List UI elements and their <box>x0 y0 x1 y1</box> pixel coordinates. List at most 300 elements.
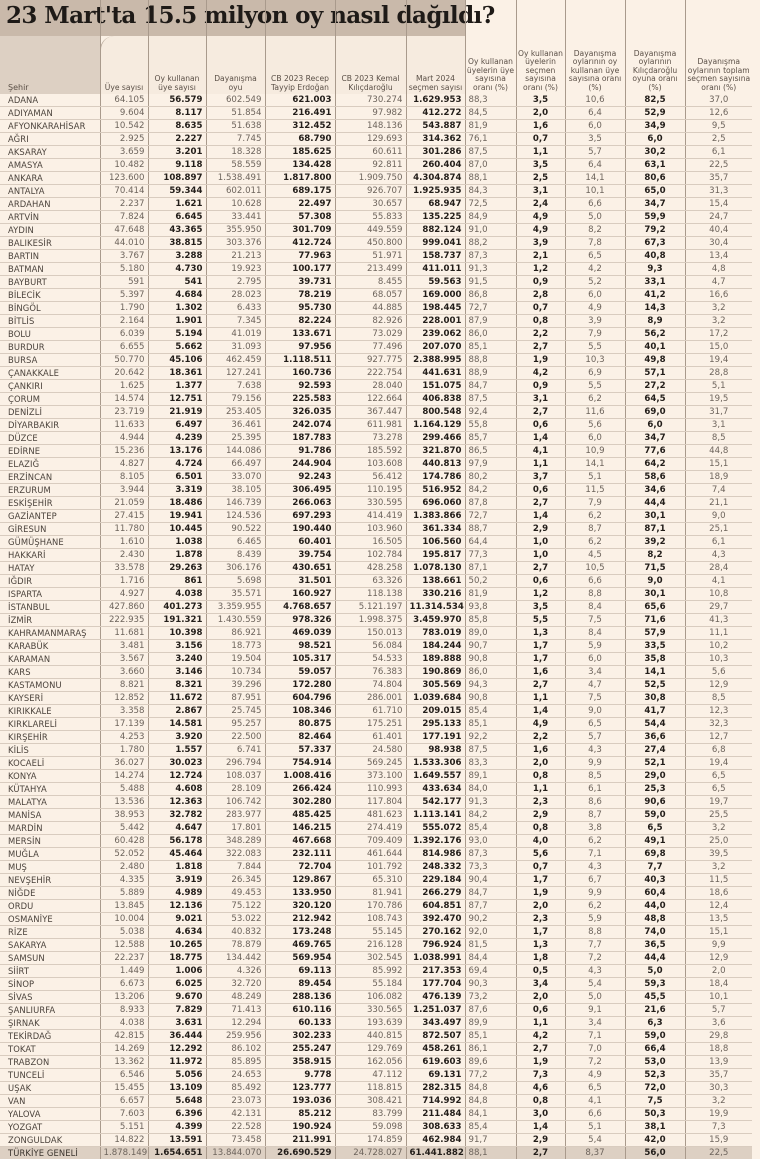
cell-voting-members: 36.444 <box>148 1030 206 1043</box>
cell-city: ORDU <box>0 900 100 913</box>
cell-solidarity-votes: 39.296 <box>206 679 265 692</box>
table-row <box>0 120 752 133</box>
cell-city: ANTALYA <box>0 185 100 198</box>
cell-voters-2024: 542.177 <box>406 796 465 809</box>
cell-kilicdaroglu-2023: 102.784 <box>335 549 406 562</box>
cell-ratio-kilicdaroglu: 44,0 <box>625 900 685 913</box>
cell-ratio-kilicdaroglu: 5,0 <box>625 965 685 978</box>
cell-ratio-kilicdaroglu: 7,5 <box>625 1095 685 1108</box>
table-row <box>0 250 752 263</box>
cell-ratio-members: 90,2 <box>465 913 516 926</box>
cell-city: RİZE <box>0 926 100 939</box>
cell-ratio-total-voters: 6,5 <box>685 783 752 796</box>
table-row <box>0 1082 752 1095</box>
cell-voting-members: 9.670 <box>148 991 206 1004</box>
cell-ratio-voters: 0,7 <box>516 133 565 146</box>
cell-erdogan-2023: 123.777 <box>265 1082 335 1095</box>
cell-ratio-members: 85,1 <box>465 1030 516 1043</box>
cell-kilicdaroglu-2023: 77.496 <box>335 341 406 354</box>
total-row <box>0 1147 752 1159</box>
cell-city: ZONGULDAK <box>0 1134 100 1147</box>
cell-ratio-solidarity-members: 6,2 <box>565 900 625 913</box>
table-row <box>0 159 752 172</box>
cell-voters-2024: 1.629.953 <box>406 94 465 107</box>
cell-ratio-kilicdaroglu: 36,6 <box>625 731 685 744</box>
cell-ratio-members: 72,7 <box>465 302 516 315</box>
cell-solidarity-votes: 51.638 <box>206 120 265 133</box>
cell-ratio-total-voters: 10,3 <box>685 653 752 666</box>
cell-solidarity-votes: 79.156 <box>206 393 265 406</box>
cell-city: GİRESUN <box>0 523 100 536</box>
cell-kilicdaroglu-2023: 330.595 <box>335 497 406 510</box>
cell-solidarity-votes: 253.405 <box>206 406 265 419</box>
cell-members: 5.889 <box>100 887 148 900</box>
cell-ratio-total-voters: 37,0 <box>685 94 752 107</box>
cell-city: ŞIRNAK <box>0 1017 100 1030</box>
cell-erdogan-2023: 469.765 <box>265 939 335 952</box>
cell-erdogan-2023: 57.308 <box>265 211 335 224</box>
cell-members: 2.237 <box>100 198 148 211</box>
cell-ratio-solidarity-members: 10,9 <box>565 445 625 458</box>
cell-members: 14.822 <box>100 1134 148 1147</box>
cell-ratio-members: 93,8 <box>465 601 516 614</box>
cell-ratio-voters: 4,1 <box>516 445 565 458</box>
cell-city: AFYONKARAHİSAR <box>0 120 100 133</box>
cell-members: 11.780 <box>100 523 148 536</box>
cell-ratio-solidarity-members: 3,4 <box>565 666 625 679</box>
cell-erdogan-2023: 689.175 <box>265 185 335 198</box>
cell-kilicdaroglu-2023: 1.909.750 <box>335 172 406 185</box>
cell-city: TOKAT <box>0 1043 100 1056</box>
cell-ratio-kilicdaroglu: 33,1 <box>625 276 685 289</box>
cell-members: 3.659 <box>100 146 148 159</box>
cell-ratio-solidarity-members: 4,9 <box>565 302 625 315</box>
cell-erdogan-2023: 1.817.800 <box>265 172 335 185</box>
cell-voters-2024: 169.000 <box>406 289 465 302</box>
cell-ratio-solidarity-members: 6,6 <box>565 1108 625 1121</box>
cell-ratio-voters: 1,0 <box>516 536 565 549</box>
cell-members: 21.059 <box>100 497 148 510</box>
cell-city: OSMANİYE <box>0 913 100 926</box>
cell-voting-members: 32.782 <box>148 809 206 822</box>
cell-voting-members: 3.146 <box>148 666 206 679</box>
cell-voters-2024: 314.362 <box>406 133 465 146</box>
cell-voting-members: 18.361 <box>148 367 206 380</box>
cell-ratio-total-voters: 22,5 <box>685 1147 752 1159</box>
cell-voting-members: 13.176 <box>148 445 206 458</box>
cell-kilicdaroglu-2023: 60.611 <box>335 146 406 159</box>
cell-voters-2024: 217.353 <box>406 965 465 978</box>
cell-ratio-solidarity-members: 7,9 <box>565 497 625 510</box>
cell-erdogan-2023: 98.521 <box>265 640 335 653</box>
cell-erdogan-2023: 288.136 <box>265 991 335 1004</box>
cell-kilicdaroglu-2023: 5.121.197 <box>335 601 406 614</box>
cell-city: ADIYAMAN <box>0 107 100 120</box>
cell-kilicdaroglu-2023: 68.057 <box>335 289 406 302</box>
cell-voters-2024: 330.216 <box>406 588 465 601</box>
cell-solidarity-votes: 7.745 <box>206 133 265 146</box>
cell-solidarity-votes: 33.441 <box>206 211 265 224</box>
cell-voters-2024: 177.191 <box>406 731 465 744</box>
cell-ratio-solidarity-members: 7,5 <box>565 614 625 627</box>
cell-ratio-voters: 2,0 <box>516 991 565 1004</box>
cell-kilicdaroglu-2023: 122.664 <box>335 393 406 406</box>
cell-voters-2024: 270.162 <box>406 926 465 939</box>
cell-members: 5.180 <box>100 263 148 276</box>
cell-kilicdaroglu-2023: 569.245 <box>335 757 406 770</box>
cell-voters-2024: 476.139 <box>406 991 465 1004</box>
cell-ratio-total-voters: 18,9 <box>685 471 752 484</box>
cell-ratio-total-voters: 35,7 <box>685 1069 752 1082</box>
cell-kilicdaroglu-2023: 150.013 <box>335 627 406 640</box>
cell-ratio-total-voters: 2,5 <box>685 133 752 146</box>
cell-ratio-total-voters: 35,7 <box>685 172 752 185</box>
cell-voters-2024: 1.925.935 <box>406 185 465 198</box>
cell-kilicdaroglu-2023: 193.639 <box>335 1017 406 1030</box>
cell-city: GAZİANTEP <box>0 510 100 523</box>
cell-kilicdaroglu-2023: 110.195 <box>335 484 406 497</box>
cell-solidarity-votes: 5.698 <box>206 575 265 588</box>
cell-ratio-members: 88,8 <box>465 354 516 367</box>
cell-voting-members: 1.302 <box>148 302 206 315</box>
cell-kilicdaroglu-2023: 175.251 <box>335 718 406 731</box>
cell-ratio-voters: 0,5 <box>516 965 565 978</box>
cell-members: 2.480 <box>100 861 148 874</box>
cell-solidarity-votes: 7.345 <box>206 315 265 328</box>
cell-voting-members: 4.038 <box>148 588 206 601</box>
cell-ratio-kilicdaroglu: 87,1 <box>625 523 685 536</box>
cell-city: ESKİŞEHİR <box>0 497 100 510</box>
cell-voting-members: 9.118 <box>148 159 206 172</box>
cell-ratio-kilicdaroglu: 38,1 <box>625 1121 685 1134</box>
cell-members: 22.237 <box>100 952 148 965</box>
table-row <box>0 718 752 731</box>
cell-ratio-solidarity-members: 8,2 <box>565 224 625 237</box>
table-row <box>0 432 752 445</box>
cell-kilicdaroglu-2023: 174.859 <box>335 1134 406 1147</box>
table-row <box>0 614 752 627</box>
cell-erdogan-2023: 430.651 <box>265 562 335 575</box>
cell-ratio-voters: 1,4 <box>516 510 565 523</box>
cell-ratio-voters: 1,4 <box>516 705 565 718</box>
cell-ratio-members: 84,9 <box>465 211 516 224</box>
cell-ratio-voters: 1,4 <box>516 1121 565 1134</box>
cell-members: 38.953 <box>100 809 148 822</box>
cell-voters-2024: 411.011 <box>406 263 465 276</box>
cell-city: DİYARBAKIR <box>0 419 100 432</box>
cell-members: 4.827 <box>100 458 148 471</box>
cell-erdogan-2023: 469.039 <box>265 627 335 640</box>
cell-city: ELAZIĞ <box>0 458 100 471</box>
cell-ratio-voters: 0,6 <box>516 575 565 588</box>
cell-ratio-total-voters: 25,0 <box>685 835 752 848</box>
cell-kilicdaroglu-2023: 302.545 <box>335 952 406 965</box>
cell-voters-2024: 800.548 <box>406 406 465 419</box>
cell-kilicdaroglu-2023: 65.310 <box>335 874 406 887</box>
cell-ratio-solidarity-members: 6,0 <box>565 432 625 445</box>
cell-voting-members: 21.919 <box>148 406 206 419</box>
cell-voters-2024: 516.952 <box>406 484 465 497</box>
cell-ratio-total-voters: 19,9 <box>685 1108 752 1121</box>
table-row <box>0 705 752 718</box>
table-row <box>0 198 752 211</box>
cell-solidarity-votes: 71.413 <box>206 1004 265 1017</box>
cell-solidarity-votes: 48.249 <box>206 991 265 1004</box>
cell-kilicdaroglu-2023: 59.098 <box>335 1121 406 1134</box>
table-row <box>0 978 752 991</box>
cell-ratio-members: 83,3 <box>465 757 516 770</box>
cell-ratio-voters: 2,9 <box>516 523 565 536</box>
column-header-ratio-solidarity-members: Dayanışma oylarının oy kullanan üye sayısına oranı (%) <box>565 0 625 94</box>
cell-erdogan-2023: 60.133 <box>265 1017 335 1030</box>
cell-ratio-members: 85,1 <box>465 718 516 731</box>
table-row <box>0 744 752 757</box>
cell-ratio-voters: 4,9 <box>516 718 565 731</box>
cell-ratio-total-voters: 25,1 <box>685 523 752 536</box>
cell-erdogan-2023: 185.625 <box>265 146 335 159</box>
cell-solidarity-votes: 36.461 <box>206 419 265 432</box>
cell-erdogan-2023: 95.730 <box>265 302 335 315</box>
cell-ratio-voters: 4,2 <box>516 1030 565 1043</box>
cell-ratio-solidarity-members: 6,9 <box>565 367 625 380</box>
table-row <box>0 263 752 276</box>
cell-ratio-solidarity-members: 6,2 <box>565 393 625 406</box>
cell-ratio-solidarity-members: 10,3 <box>565 354 625 367</box>
cell-voting-members: 4.239 <box>148 432 206 445</box>
table-row <box>0 211 752 224</box>
cell-voters-2024: 412.272 <box>406 107 465 120</box>
cell-solidarity-votes: 22.500 <box>206 731 265 744</box>
cell-kilicdaroglu-2023: 103.608 <box>335 458 406 471</box>
cell-kilicdaroglu-2023: 97.982 <box>335 107 406 120</box>
table-row <box>0 731 752 744</box>
cell-voters-2024: 714.992 <box>406 1095 465 1108</box>
cell-city: ANKARA <box>0 172 100 185</box>
cell-solidarity-votes: 10.734 <box>206 666 265 679</box>
table-row <box>0 107 752 120</box>
cell-voting-members: 1.878 <box>148 549 206 562</box>
cell-city: SİİRT <box>0 965 100 978</box>
cell-kilicdaroglu-2023: 450.800 <box>335 237 406 250</box>
cell-ratio-members: 87,3 <box>465 848 516 861</box>
cell-voting-members: 10.445 <box>148 523 206 536</box>
cell-ratio-solidarity-members: 14,1 <box>565 172 625 185</box>
cell-members: 47.648 <box>100 224 148 237</box>
cell-erdogan-2023: 212.942 <box>265 913 335 926</box>
cell-voters-2024: 458.261 <box>406 1043 465 1056</box>
cell-solidarity-votes: 602.549 <box>206 94 265 107</box>
cell-voting-members: 56.178 <box>148 835 206 848</box>
cell-ratio-members: 90,3 <box>465 978 516 991</box>
cell-voting-members: 12.136 <box>148 900 206 913</box>
cell-members: 13.536 <box>100 796 148 809</box>
cell-voters-2024: 135.225 <box>406 211 465 224</box>
cell-ratio-voters: 1,6 <box>516 120 565 133</box>
table-row <box>0 835 752 848</box>
cell-ratio-kilicdaroglu: 60,4 <box>625 887 685 900</box>
table-row <box>0 575 752 588</box>
cell-members: 2.430 <box>100 549 148 562</box>
cell-city: DENİZLİ <box>0 406 100 419</box>
cell-ratio-kilicdaroglu: 21,6 <box>625 1004 685 1017</box>
cell-members: 2.925 <box>100 133 148 146</box>
cell-solidarity-votes: 4.326 <box>206 965 265 978</box>
cell-ratio-total-voters: 3,2 <box>685 1095 752 1108</box>
cell-ratio-kilicdaroglu: 6,5 <box>625 822 685 835</box>
cell-erdogan-2023: 358.915 <box>265 1056 335 1069</box>
table-row <box>0 1030 752 1043</box>
cell-city: BİLECİK <box>0 289 100 302</box>
cell-solidarity-votes: 33.070 <box>206 471 265 484</box>
cell-voters-2024: 211.484 <box>406 1108 465 1121</box>
cell-erdogan-2023: 9.778 <box>265 1069 335 1082</box>
cell-kilicdaroglu-2023: 44.885 <box>335 302 406 315</box>
cell-ratio-total-voters: 6,1 <box>685 536 752 549</box>
cell-ratio-kilicdaroglu: 25,3 <box>625 783 685 796</box>
cell-ratio-solidarity-members: 7,2 <box>565 1056 625 1069</box>
cell-ratio-members: 88,2 <box>465 237 516 250</box>
column-header-city: Şehir <box>0 0 100 94</box>
cell-solidarity-votes: 106.742 <box>206 796 265 809</box>
cell-ratio-members: 92,4 <box>465 406 516 419</box>
column-header-ratio-total-voters: Dayanışma oylarının toplam seçmen sayısına oranı (%) <box>685 0 752 94</box>
cell-ratio-kilicdaroglu: 45,5 <box>625 991 685 1004</box>
cell-solidarity-votes: 108.037 <box>206 770 265 783</box>
cell-kilicdaroglu-2023: 76.383 <box>335 666 406 679</box>
cell-voting-members: 4.989 <box>148 887 206 900</box>
table-row <box>0 900 752 913</box>
cell-ratio-kilicdaroglu: 77,6 <box>625 445 685 458</box>
cell-ratio-solidarity-members: 7,0 <box>565 1043 625 1056</box>
cell-ratio-members: 84,2 <box>465 484 516 497</box>
cell-members: 12.852 <box>100 692 148 705</box>
cell-ratio-total-voters: 11,5 <box>685 874 752 887</box>
cell-ratio-solidarity-members: 6,5 <box>565 250 625 263</box>
cell-ratio-total-voters: 10,8 <box>685 588 752 601</box>
cell-ratio-solidarity-members: 6,1 <box>565 783 625 796</box>
page-title: 23 Mart'ta 15.5 milyon oy nasıl dağıldı? <box>6 2 495 29</box>
cell-ratio-kilicdaroglu: 58,6 <box>625 471 685 484</box>
cell-city: ERZİNCAN <box>0 471 100 484</box>
cell-kilicdaroglu-2023: 926.707 <box>335 185 406 198</box>
cell-ratio-solidarity-members: 7,2 <box>565 952 625 965</box>
cell-members: 27.415 <box>100 510 148 523</box>
table-row <box>0 1095 752 1108</box>
cell-ratio-voters: 3,5 <box>516 159 565 172</box>
cell-ratio-kilicdaroglu: 59,0 <box>625 809 685 822</box>
cell-city: VAN <box>0 1095 100 1108</box>
cell-voters-2024: 174.786 <box>406 471 465 484</box>
cell-ratio-voters: 2,7 <box>516 1043 565 1056</box>
cell-solidarity-votes: 146.739 <box>206 497 265 510</box>
cell-erdogan-2023: 59.057 <box>265 666 335 679</box>
cell-city: TÜRKİYE GENELİ <box>0 1147 100 1159</box>
cell-ratio-total-voters: 6,1 <box>685 146 752 159</box>
cell-ratio-members: 92,2 <box>465 731 516 744</box>
cell-ratio-total-voters: 4,3 <box>685 549 752 562</box>
cell-ratio-total-voters: 16,6 <box>685 289 752 302</box>
cell-solidarity-votes: 41.019 <box>206 328 265 341</box>
cell-ratio-kilicdaroglu: 27,2 <box>625 380 685 393</box>
cell-voting-members: 1.818 <box>148 861 206 874</box>
cell-ratio-solidarity-members: 8,4 <box>565 601 625 614</box>
cell-ratio-voters: 1,0 <box>516 549 565 562</box>
table-row <box>0 1134 752 1147</box>
column-header-ratio-kilicdaroglu: Dayanışma oylarının Kılıçdaroğlu oyuna oranı (%) <box>625 0 685 94</box>
cell-ratio-total-voters: 10,1 <box>685 991 752 1004</box>
cell-city: ISPARTA <box>0 588 100 601</box>
cell-members: 17.139 <box>100 718 148 731</box>
cell-ratio-members: 87,5 <box>465 744 516 757</box>
cell-solidarity-votes: 42.131 <box>206 1108 265 1121</box>
cell-members: 7.824 <box>100 211 148 224</box>
cell-ratio-kilicdaroglu: 49,1 <box>625 835 685 848</box>
cell-ratio-voters: 4,6 <box>516 1082 565 1095</box>
cell-ratio-members: 91,7 <box>465 1134 516 1147</box>
cell-erdogan-2023: 266.424 <box>265 783 335 796</box>
cell-members: 6.673 <box>100 978 148 991</box>
cell-kilicdaroglu-2023: 308.421 <box>335 1095 406 1108</box>
cell-ratio-members: 86,0 <box>465 666 516 679</box>
cell-ratio-solidarity-members: 5,9 <box>565 913 625 926</box>
cell-ratio-voters: 2,7 <box>516 1147 565 1159</box>
cell-erdogan-2023: 754.914 <box>265 757 335 770</box>
cell-ratio-voters: 2,2 <box>516 731 565 744</box>
cell-ratio-members: 81,5 <box>465 939 516 952</box>
cell-voters-2024: 11.314.534 <box>406 601 465 614</box>
cell-voting-members: 12.724 <box>148 770 206 783</box>
cell-kilicdaroglu-2023: 56.084 <box>335 640 406 653</box>
cell-city: SİVAS <box>0 991 100 1004</box>
cell-voting-members: 1.038 <box>148 536 206 549</box>
cell-ratio-solidarity-members: 5,2 <box>565 276 625 289</box>
cell-ratio-solidarity-members: 8,4 <box>565 627 625 640</box>
cell-ratio-solidarity-members: 6,0 <box>565 653 625 666</box>
cell-voters-2024: 2.388.995 <box>406 354 465 367</box>
cell-city: GÜMÜŞHANE <box>0 536 100 549</box>
cell-city: IĞDIR <box>0 575 100 588</box>
cell-ratio-total-voters: 13,9 <box>685 1056 752 1069</box>
cell-ratio-members: 73,3 <box>465 861 516 874</box>
cell-ratio-members: 84,3 <box>465 185 516 198</box>
cell-voting-members: 4.724 <box>148 458 206 471</box>
cell-voters-2024: 321.870 <box>406 445 465 458</box>
cell-ratio-kilicdaroglu: 69,8 <box>625 848 685 861</box>
cell-ratio-members: 86,8 <box>465 289 516 302</box>
cell-erdogan-2023: 133.671 <box>265 328 335 341</box>
cell-members: 60.428 <box>100 835 148 848</box>
cell-solidarity-votes: 127.241 <box>206 367 265 380</box>
cell-city: AYDIN <box>0 224 100 237</box>
cell-ratio-voters: 4,9 <box>516 211 565 224</box>
cell-members: 1.790 <box>100 302 148 315</box>
cell-members: 50.770 <box>100 354 148 367</box>
cell-voting-members: 4.730 <box>148 263 206 276</box>
cell-voters-2024: 195.817 <box>406 549 465 562</box>
cell-ratio-solidarity-members: 6,6 <box>565 198 625 211</box>
cell-ratio-kilicdaroglu: 30,1 <box>625 510 685 523</box>
cell-city: TRABZON <box>0 1056 100 1069</box>
table-row <box>0 887 752 900</box>
cell-erdogan-2023: 190.924 <box>265 1121 335 1134</box>
cell-ratio-kilicdaroglu: 34,6 <box>625 484 685 497</box>
cell-voters-2024: 555.072 <box>406 822 465 835</box>
cell-ratio-voters: 2,0 <box>516 900 565 913</box>
cell-ratio-members: 84,1 <box>465 1108 516 1121</box>
cell-erdogan-2023: 100.177 <box>265 263 335 276</box>
cell-ratio-members: 73,2 <box>465 991 516 1004</box>
cell-ratio-members: 84,0 <box>465 783 516 796</box>
